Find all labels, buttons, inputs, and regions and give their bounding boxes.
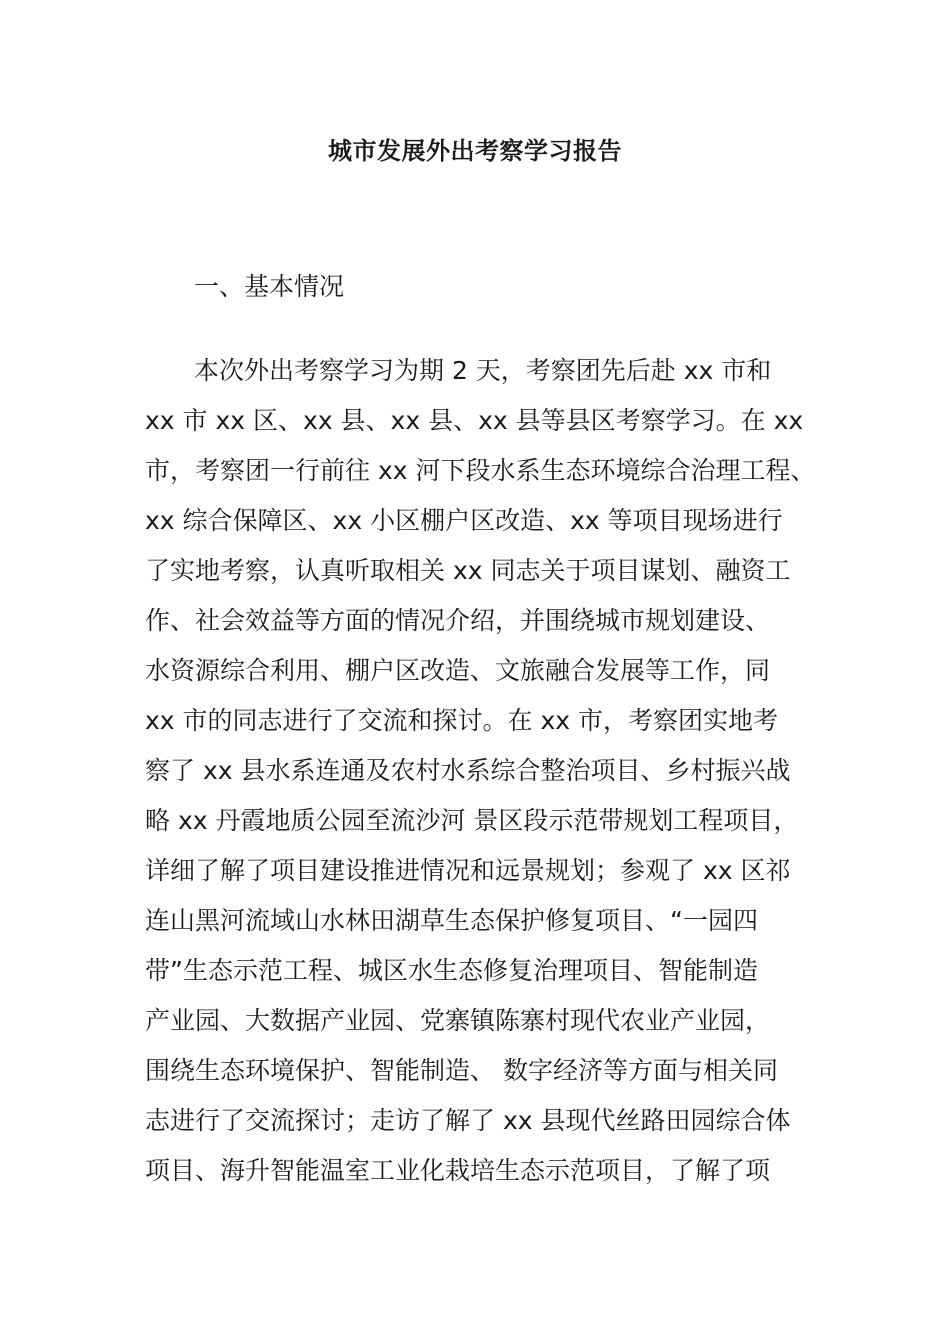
paragraph-line: xx 综合保障区、xx 小区棚户区改造、xx 等项目现场进行 — [145, 506, 783, 535]
paragraph-line: 本次外出考察学习为期 2 天，考察团先后赴 xx 市和 — [194, 356, 772, 385]
paragraph-line: xx 市的同志进行了交流和探讨。在 xx 市，考察团实地考 — [145, 706, 779, 735]
paragraph-line: 围绕生态环境保护、智能制造、 数字经济等方面与相关同 — [145, 1056, 778, 1085]
section-heading: 一、基本情况 — [194, 272, 345, 301]
paragraph-line: 产业园、大数据产业园、党寨镇陈寨村现代农业产业园， — [145, 1006, 771, 1035]
document-title: 城市发展外出考察学习报告 — [328, 137, 622, 165]
paragraph-line: 带”生态示范工程、城区水生态修复治理项目、智能制造 — [145, 956, 758, 985]
paragraph-line: xx 市 xx 区、xx 县、xx 县、xx 县等县区考察学习。在 xx — [145, 406, 804, 435]
paragraph-line: 略 xx 丹霞地质公园至流沙河 景区段示范带规划工程项目， — [145, 806, 799, 835]
paragraph-line: 项目、海升智能温室工业化栽培生态示范项目，了解了项 — [145, 1156, 771, 1185]
paragraph-line: 察了 xx 县水系连通及农村水系综合整治项目、乡村振兴战 — [145, 756, 791, 785]
paragraph-line: 详细了解了项目建设推进情况和远景规划；参观了 xx 区祁 — [145, 856, 791, 885]
paragraph-line: 连山黑河流域山水林田湖草生态保护修复项目、“一园四 — [145, 906, 758, 935]
paragraph-line: 了实地考察，认真听取相关 xx 同志关于项目谋划、融资工 — [145, 556, 791, 585]
paragraph-line: 水资源综合利用、棚户区改造、文旅融合发展等工作，同 — [145, 656, 771, 685]
paragraph-line: 志进行了交流探讨；走访了解了 xx 县现代丝路田园综合体 — [145, 1106, 791, 1135]
paragraph-line: 作、社会效益等方面的情况介绍，并围绕城市规划建设、 — [145, 606, 771, 635]
paragraph-line: 市，考察团一行前往 xx 河下段水系生态环境综合治理工程、 — [145, 456, 816, 485]
